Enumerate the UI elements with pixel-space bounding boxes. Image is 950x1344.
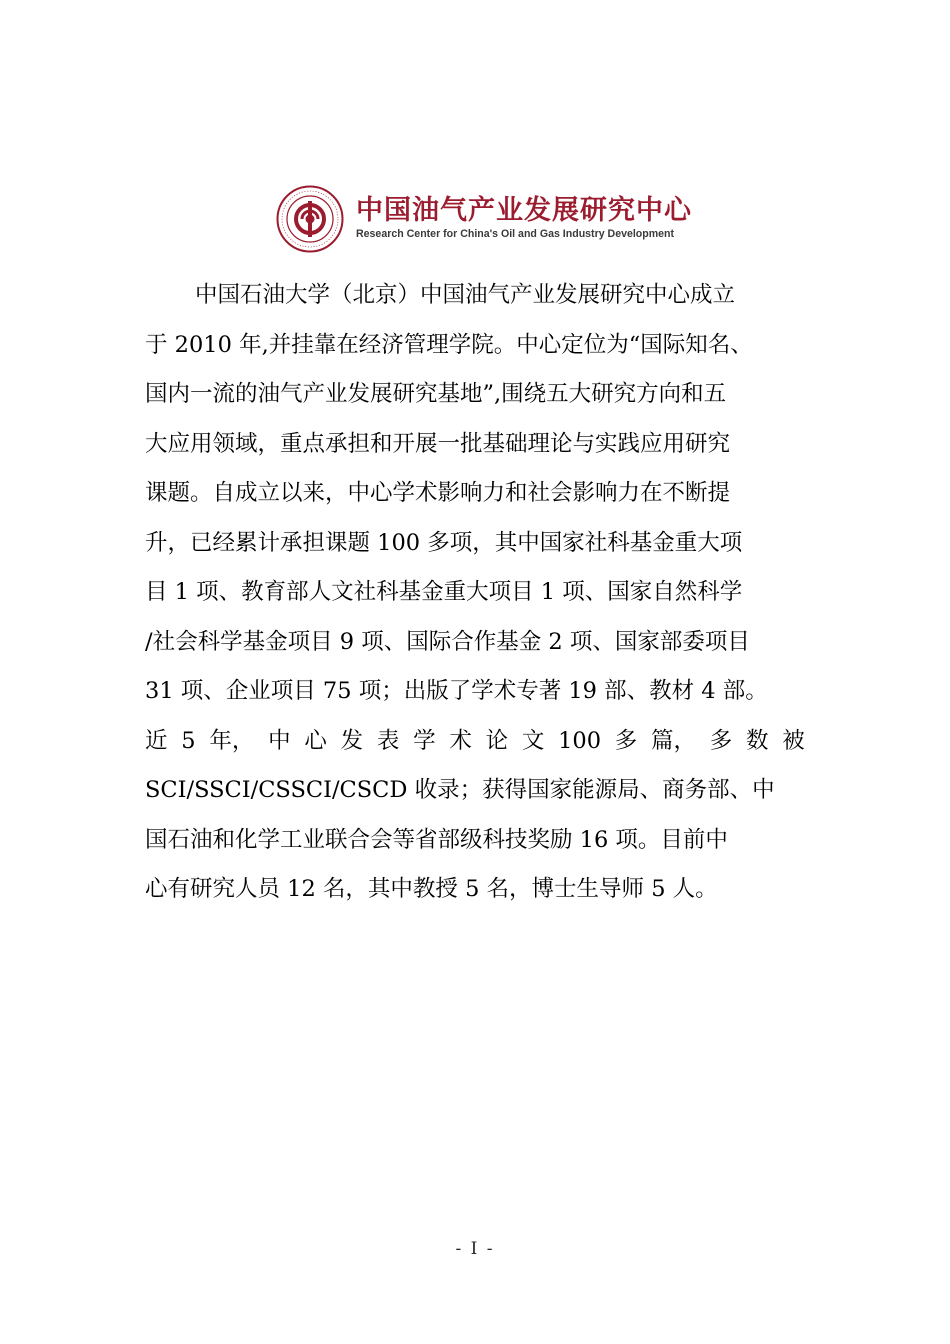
text-line: /社会科学基金项目 9 项、国际合作基金 2 项、国家部委项目 bbox=[145, 628, 750, 655]
word: 年， bbox=[209, 727, 255, 754]
word: 多 bbox=[614, 727, 638, 754]
word: 学 bbox=[413, 727, 436, 754]
text-line-justified bbox=[145, 721, 805, 771]
word: 多 bbox=[709, 727, 733, 754]
word: 发 bbox=[340, 727, 364, 754]
text-line: 心有研究人员 12 名，其中教授 5 名，博士生导师 5 人。 bbox=[145, 876, 718, 902]
logo-title-en: Research Center for China's Oil and Gas Industry Development bbox=[356, 228, 675, 240]
text-line: 升，已经累计承担课题 100 多项，其中国家社科基金重大项 bbox=[145, 529, 743, 556]
word: 中 bbox=[268, 727, 291, 754]
text-line: 于 2010 年,并挂靠在经济管理学院。中心定位为“国际知名、 bbox=[145, 331, 753, 358]
word: 被 bbox=[782, 727, 805, 754]
text-line: 31 项、企业项目 75 项；出版了学术专著 19 部、教材 4 部。 bbox=[145, 678, 768, 704]
text-line: 课题。自成立以来，中心学术影响力和社会影响力在不断提 bbox=[145, 480, 731, 506]
word: 心 bbox=[304, 727, 327, 754]
text-line: SCI/SSCI/CSSCI/CSCD 收录；获得国家能源局、商务部、中 bbox=[145, 777, 775, 803]
word: 100 bbox=[558, 727, 602, 754]
text-line: 中国石油大学（北京）中国油气产业发展研究中心成立 bbox=[195, 282, 736, 308]
intro-paragraph bbox=[145, 275, 805, 919]
word: 文 bbox=[521, 727, 545, 754]
word: 数 bbox=[746, 727, 769, 754]
text-line: 大应用领域，重点承担和开展一批基础理论与实践应用研究 bbox=[145, 430, 731, 457]
word: 表 bbox=[376, 727, 400, 754]
text-line: 国内一流的油气产业发展研究基地”,围绕五大研究方向和五 bbox=[145, 381, 727, 407]
text-line: 目 1 项、教育部人文社科基金重大项目 1 项、国家自然科学 bbox=[145, 579, 743, 605]
word: 论 bbox=[485, 727, 509, 754]
word: 5 bbox=[181, 727, 196, 754]
logo-title-cn: 中国油气产业发展研究中心 bbox=[356, 195, 692, 226]
word: 术 bbox=[449, 727, 472, 754]
text-line: 国石油和化学工业联合会等省部级科技奖励 16 项。目前中 bbox=[145, 826, 728, 853]
university-seal-icon bbox=[276, 185, 344, 253]
center-logo bbox=[276, 181, 692, 253]
word: 篇， bbox=[651, 727, 697, 754]
word: 近 bbox=[145, 727, 168, 754]
page-number: - I - bbox=[455, 1239, 495, 1259]
